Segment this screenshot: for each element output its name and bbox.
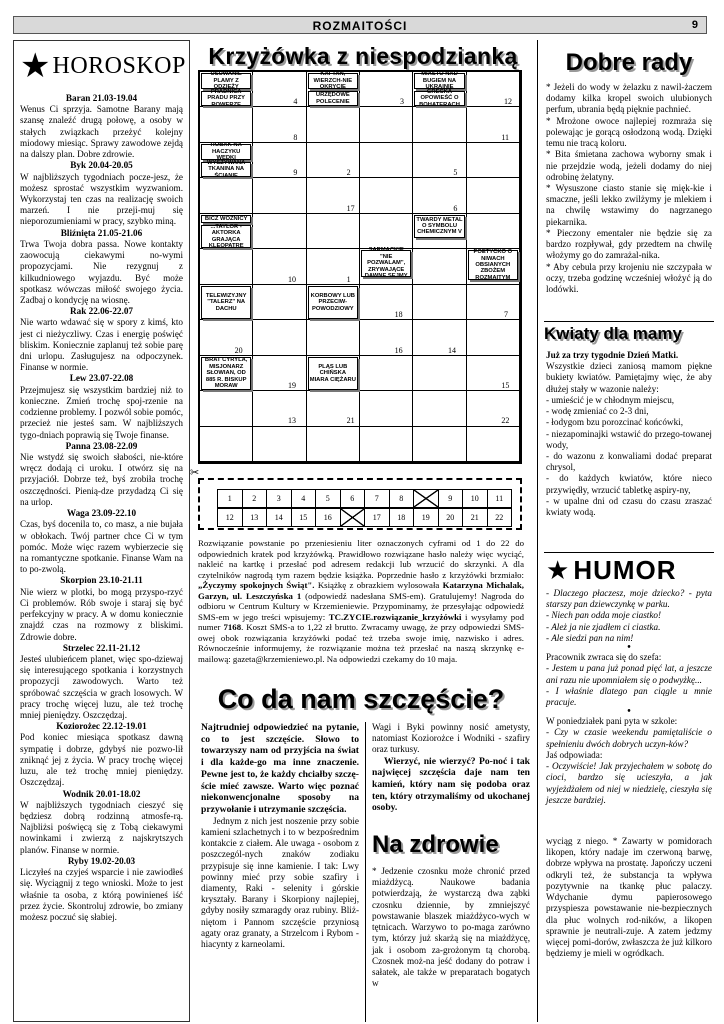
grid-cell[interactable]	[360, 391, 413, 426]
crossword-number: 7	[504, 310, 508, 320]
sign-heading: Wodnik 20.01-18.02	[62, 788, 141, 799]
grid-cell[interactable]	[413, 107, 466, 142]
humor-header	[546, 556, 712, 586]
grid-cell[interactable]	[253, 214, 306, 249]
answer-box[interactable]: 18	[389, 508, 415, 527]
sign-heading: Baran 21.03-19.04	[65, 93, 138, 103]
crossword-number: 15	[501, 381, 510, 390]
crossword-number: 12	[504, 97, 512, 107]
flowers-item: - umieścić je w chłodnym miejscu,	[546, 394, 675, 405]
grid-cell[interactable]	[360, 178, 413, 213]
tip-item: * Bita śmietana zachowa wyborny smak i nie przejdzie wodą, jeżeli dodamy do niej odrobinę żelatyny.	[546, 149, 712, 182]
answer-box[interactable]: 2	[242, 489, 268, 508]
sign-text: Jesteś ulubieńcem planet, więc spo-dziewaj się interesującego spotkania i korzystnych propozycji zawodowych. Warto też spróbować szczęścia w grach losowych. W pracy trochę więcej luzu, ale też trochę mniej pieniędzy. Oszczędzaj.	[20, 653, 183, 721]
answer-box[interactable]: 4	[291, 489, 317, 508]
grid-cell[interactable]	[307, 427, 360, 462]
answer-box[interactable]: 14	[266, 508, 292, 527]
grid-cell[interactable]	[360, 143, 413, 178]
article-title-happiness: Co da nam szczęście?	[217, 684, 505, 714]
answer-box[interactable]: 15	[291, 508, 317, 527]
crossword-number: 8	[293, 132, 298, 142]
grid-cell[interactable]	[307, 107, 360, 142]
tip-item: * Pieczony ementaler nie będzie się za bardzo rozpływał, gdy przedtem na chwilę włożymy go do zamrażal-nika.	[546, 227, 712, 261]
joke-line: - Niech pan odda moje ciastko!	[546, 610, 662, 621]
crossword-number: 16	[394, 345, 403, 355]
answer-row-1	[218, 489, 512, 508]
grid-cell[interactable]	[467, 143, 520, 178]
grid-cell[interactable]	[253, 356, 306, 391]
grid-cell[interactable]	[413, 320, 466, 355]
answer-box[interactable]: 12	[217, 508, 243, 527]
answer-row-2	[218, 508, 512, 527]
grid-cell[interactable]	[467, 214, 520, 249]
grid-cell[interactable]	[467, 427, 520, 462]
answer-box[interactable]: 11	[487, 489, 513, 508]
crossword-number: 13	[288, 416, 296, 426]
horoskop-header	[20, 41, 186, 93]
crossword-clue: KORBOWY LUB PRZECIW-POWODZIOWY	[308, 286, 358, 319]
sign-heading: Skorpion 23.10-21.11	[60, 575, 143, 586]
flowers-title: Kwiaty dla mamy	[544, 324, 682, 343]
joke-line: - Ale siedzi pan na nim!	[546, 632, 634, 643]
grid-cell[interactable]	[307, 320, 360, 355]
sign-text: Nie warto wdawać się w spory z kimś, kto jest ci nieżyczliwy. Czas i energię poświęć bliskim. Koniecznie zaplanuj też sobie parę dni urlopu. Zasługujesz na odpoczynek. Finanse w normie.	[20, 317, 183, 373]
humor-jokes	[546, 588, 712, 806]
answer-box[interactable]	[413, 489, 439, 508]
flowers-item: - łodygom bzu porozcinać końcówki,	[546, 417, 684, 428]
answer-box[interactable]	[340, 508, 366, 527]
grid-cell[interactable]	[413, 249, 466, 284]
grid-cell[interactable]	[413, 143, 466, 178]
grid-cell[interactable]	[200, 427, 253, 462]
crossword-number: 20	[234, 345, 243, 355]
answer-box[interactable]: 5	[315, 489, 341, 508]
section-title: ROZMAITOŚCI	[312, 19, 408, 33]
article-happiness-col2: Wagi i Byki powinny nosić ametysty, natomiast Koziorożce i Wodniki - szafiry oraz turkusy. Wierzyć, nie wierzyć? Po-noć i tak najwięcej szczęścia daje nam ten kamień, który nam się podoba oraz ten, który otrzymaliśmy od ukochanej osoby.	[372, 722, 530, 814]
sign-heading: Rak 22.06-22.07	[69, 306, 134, 317]
grid-cell[interactable]	[360, 320, 413, 355]
horoskop-signs	[20, 93, 183, 923]
crossword-clue: MIASTO NAD BUGIEM NA UKRAINIE	[414, 73, 464, 89]
crossword-number: 21	[346, 416, 355, 426]
grid-cell[interactable]	[467, 320, 520, 355]
grid-cell[interactable]	[413, 427, 466, 462]
answer-box[interactable]: 6	[340, 489, 366, 508]
sign-text: W najbliższych tygodniach cieszyć się będziesz dobrą rodzinną atmosfe-rą. Najbliżsi poświęcą się z Tobą ciekawymi nowinkami i zwierzą z najskrytszych planów. Finanse w normie.	[20, 799, 183, 855]
crossword-number: 17	[346, 203, 355, 213]
crossword-clue: TWARDY METAL O SYMBOLU CHEMICZNYM V	[414, 215, 464, 238]
crossword-clue: GRECKA OPOWIEŚĆ O BOHATERACH	[414, 91, 464, 107]
grid-cell[interactable]	[360, 72, 413, 107]
crossword-title: Krzyżówka z niespodzianką	[208, 43, 518, 69]
grid-cell[interactable]	[253, 107, 306, 142]
article-health-text: * Jedzenie czosnku może chronić przed miażdżycą. Naukowe badania potwierdzają, że wystarczą dwa ząbki czosnku dziennie, by zmniejszyć powstawanie blaszek miażdżyco-wych w tętnicach. Warzywo to po-maga zarówno tym, którzy już skarżą się na miażdżycę, jak i osobom za-grożonym tą chorobą. Czosnek moż-na jeść dodany do potraw i sałatek, ale także w preparatach bogatych w	[372, 866, 530, 989]
joke-line: W poniedziałek pani pyta w szkole:	[546, 716, 678, 727]
column-divider	[365, 722, 366, 1022]
crossword-clue: SARMACKIE "NIE POZWALAM", ZRYWAJĄCE DAWNE SEJMY	[361, 250, 411, 276]
page-number: 9	[691, 19, 698, 31]
answer-box[interactable]: 13	[242, 508, 268, 527]
joke-line: - Jestem u pana już ponad pięć lat, a jeszcze ani razu nie upomniałem się o podwyżkę...	[546, 663, 712, 685]
grid-cell[interactable]	[253, 391, 306, 426]
crossword-answer-strip	[198, 478, 522, 530]
sign-heading: Strzelec 22.11-21.12	[62, 642, 141, 653]
answer-box[interactable]: 8	[389, 489, 415, 508]
sign-text: Trwa Twoja dobra passa. Nowe kontakty zaowocują ciekawymi no-wymi propozycjami. Nie rezygnuj z kilkudniowego wyjazdu. Być może spotkasz wówczas miłość swojego życia. Zadbaj o kondycję na wiosnę.	[20, 238, 183, 305]
tip-item: * Wysuszone ciasto stanie się mięk-kie i smaczne, jeśli lekko zwilżymy je mlekiem i na chwilę wstawimy do nagrzanego piekarnika.	[546, 182, 712, 227]
answer-box[interactable]: 16	[315, 508, 341, 527]
scissors-icon: ✂	[190, 467, 200, 479]
sign-text: Nie wierz w plotki, bo mogą przyspo-rzyć Ci problemów. Rób swoje i staraj się być perfekcyjny w pracy. A w domu koniecznie znajdź czas na rozmowy z bliskimi. Zdrowie dobre.	[20, 586, 183, 642]
grid-cell[interactable]	[413, 391, 466, 426]
tip-item: * Aby cebula przy krojeniu nie szczypała w oczy, trzeba godzinę wcześniej włożyć ją do lodówki.	[546, 261, 712, 294]
crossword-number: 14	[448, 345, 456, 355]
grid-cell[interactable]	[253, 285, 306, 320]
grid-cell[interactable]	[253, 178, 306, 213]
sign-heading: Panna 23.08-22.09	[65, 440, 138, 451]
grid-cell[interactable]	[467, 178, 520, 213]
grid-cell[interactable]	[467, 285, 520, 320]
joke-line: - Ależ ja nie zjadłem ci ciastka.	[546, 621, 661, 632]
sign-heading: Byk 20.04-20.05	[70, 160, 133, 171]
crossword-number: 1	[346, 274, 351, 284]
crossword-clue: ROBAK NA HACZYKU WĘDKI	[201, 144, 251, 160]
crossword-number: 11	[501, 132, 510, 142]
sign-heading: Lew 23.07-22.08	[69, 373, 134, 384]
flowers-item: - wodę zmieniać co 2-3 dni,	[546, 406, 649, 417]
grid-cell[interactable]	[360, 285, 413, 320]
crossword-number: 6	[453, 203, 458, 213]
crossword-number: 22	[501, 416, 510, 426]
crossword-clue: TELEWIZYJNY "TALERZ" NA DACHU	[201, 286, 251, 319]
sign-text: Wenus Ci sprzyja. Samotne Barany mają szansę znaleźć drugą połowę, a osoby w stałych związkach przeżyć kolejny miodowy miesiąc. Sprawy zawodowe zejdą na dalszy plan. Dobre zdrowie.	[20, 104, 183, 160]
crossword-clue: WYSZYWANA TKANINA NA ŚCIANIE	[201, 162, 251, 178]
right-column-divider	[537, 40, 538, 1022]
grid-cell[interactable]	[413, 178, 466, 213]
joke-line: - Oczywiście! Jak przyjechałem w sobotę do cioci, bardzo się ucieszyła, a jak wyjeżdżałem od niej w niedzielę, cieszyła się jeszcze bardziej.	[546, 761, 712, 805]
sign-heading: Waga 23.09-22.10	[66, 508, 137, 519]
grid-cell[interactable]	[253, 320, 306, 355]
grid-cell[interactable]	[360, 214, 413, 249]
sign-heading: Bliźnięta 21.05-21.06	[60, 227, 143, 238]
joke-line: - Czy w czasie weekendu pamiętaliście o spełnieniu dwóch dobrych uczyn-ków?	[546, 727, 712, 749]
grid-cell[interactable]	[200, 320, 253, 355]
answer-box[interactable]: 19	[413, 508, 439, 527]
horoskop-column	[13, 40, 190, 1022]
joke-separator: •	[627, 706, 631, 718]
article-title-health: Na zdrowie	[372, 831, 499, 858]
star-icon: ★	[20, 48, 51, 85]
crossword-clue: PRADNICA PRADU PRZY ROWERZE	[201, 91, 251, 107]
flowers-item: - do wazonu z konwaliami dodać preparat chrysol,	[546, 450, 712, 473]
crossword-grid	[198, 70, 522, 464]
grid-cell[interactable]	[253, 72, 306, 107]
humor-title: HUMOR	[573, 555, 677, 586]
grid-cell[interactable]	[413, 356, 466, 391]
page-header	[13, 16, 707, 34]
answer-box[interactable]: 7	[364, 489, 390, 508]
sign-text: Przejmujesz się wszystkim bardziej niż to konieczne. Zmień trochę spoj-rzenie na codzienne problemy. I pozwól sobie pomóc, przecież nie jesteś sam. W najbliższych tygo-dniach poprawią się Twoje finanse.	[20, 384, 183, 440]
crossword-clue: BRAT CYRYLA, MISJONARZ SŁOWIAN, OD 885 R. BISKUP MORAW	[201, 357, 251, 390]
article-happiness-col1: Najtrudniej odpowiedzieć na pytanie, co to jest szczęście. Słowo to towarzyszy nam od przyjścia na świat i dla każde-go ma inne znaczenie. Pewne jest to, że każdy chciałby szczę-ście mieć zawsze. Warto więc poznać niekonwencjonalne sposoby na przywołanie i utrzymanie szczęścia. Jednym z nich jest noszenie przy sobie kamieni szlachetnych i to w bezpośrednim kontakcie z ciałem. Ale uwaga - osobom z poszczegól-nych znaków zodiaku przypisuje się inne kamienie. I tak: Lwy powinny mieć przy sobie szafiry i diamenty, Raki - selenity i górskie kryształy. Barany i Skorpiony najlepiej, gdyby nosiły szmaragdy oraz rubiny. Bliż-niętom i Pannom szczęście przyniosą agaty oraz granaty, a Strzelcom i Rybom - hiacynty z karneolami.	[201, 722, 359, 950]
grid-cell[interactable]	[253, 427, 306, 462]
joke-separator: •	[627, 642, 631, 654]
crossword-clue: USUWANIE PLAMY Z ODZIEŻY	[201, 73, 251, 89]
crossword-clue: ...TAYLOR - AKTORKA GRAJĄCA KLEOPATRĘ	[201, 225, 251, 248]
crossword-number: 5	[453, 168, 458, 178]
joke-line: - Dlaczego płaczesz, moje dziecko? - pyta starszy pan dziewczynkę w parku.	[546, 588, 712, 610]
answer-box[interactable]: 9	[438, 489, 464, 508]
answer-box[interactable]: 20	[438, 508, 464, 527]
health-continuation: wyciąg z niego. * Zawarty w pomidorach likopen, który nadaje im czerwoną barwę, dobrze wpływa na prostatę. Japończy uczeni odkryli też, że substancja ta wpływa pozytywnie na tkankę płuc palaczy. Wdychanie dymu papierosowego przyspiesza powstawanie nie-bezpiecznych dla płuc wolnych rod-ników, a likopen sprawnie je neutrali-zuje. A zatem jedzmy więcej pomi-dorów, zwłaszcza że już kilkoro będziemy je mieli w ogródkach.	[546, 836, 712, 959]
grid-cell[interactable]	[307, 249, 360, 284]
tip-item: * Jeżeli do wody w żelazku z nawil-żaczem dodamy kilka kropel swoich ulubionych perfum, ubrania będą pięknie pachnieć.	[546, 82, 712, 115]
tips-title: Dobre rady	[565, 49, 693, 76]
grid-cell[interactable]	[360, 356, 413, 391]
grid-cell[interactable]	[307, 214, 360, 249]
answer-box[interactable]: 17	[364, 508, 390, 527]
crossword-clue: KAFTAN, WIERZCH-NIE OKRYCIE	[308, 73, 358, 89]
sign-text: Nie wstydź się swoich słabości, nie-które wręcz dodają ci uroku. I otwórz się na przyjaciół. Dobrze też, byś zrobiła trochę oszczędności. Pienią-dze przydadzą Ci się na urlop.	[20, 452, 183, 507]
grid-cell[interactable]	[413, 285, 466, 320]
sign-heading: Ryby 19.02-20.03	[67, 855, 136, 866]
answer-box[interactable]: 10	[462, 489, 488, 508]
crossword-number: 9	[293, 168, 298, 178]
grid-cell[interactable]	[467, 356, 520, 391]
crossword-number: 2	[346, 168, 351, 178]
divider	[544, 321, 714, 322]
grid-cell[interactable]	[200, 178, 253, 213]
grid-cell[interactable]	[200, 391, 253, 426]
grid-cell[interactable]	[360, 107, 413, 142]
crossword-number: 3	[400, 97, 404, 107]
sign-text: W najbliższych tygodniach pocze-jesz, że możesz sprostać wszystkim wyzwaniom. Wykorzystaj ten czas na realizację swoich marzeń. I nie przeji-muj się nieporozumieniami w pracy, szybko miną.	[20, 171, 183, 227]
crossword-number: 19	[288, 381, 296, 390]
flowers-article: Już za trzy tygodnie Dzień Matki. Wszystkie dzieci zaniosą mamom piękne bukiety kwiatów. Pamiętajmy więc, że aby dłużej stały w wazonie należy: - umieścić je w chłodnym miejscu, - wodę zmieniać co 2-3 dni, - łodygom bzu porozcinać końcówki, - niezapominajki wstawić do przego-towanej wody, - do wazonu z konwaliami dodać preparat chrysol, - do każdych kwiatów, które nieco przywiędły, wrzucić tabletkę aspiry-ny, - w upalne dni od czasu do czasu zraszać kwiaty wodą.	[546, 350, 712, 518]
grid-cell[interactable]	[253, 249, 306, 284]
joke-line: Pracownik zwraca się do szefa:	[546, 652, 662, 663]
crossword-instructions: Rozwiązanie powstanie po przeniesieniu liter oznaczonych cyframi od 1 do 22 do odpowiednich kratek pod krzyżówką. Prawidłowo rozwiązane hasło należy więc wyciąć, nakleić na kartkę i przesłać pod adresem redakcji lub wrzucić do skrzynki. A dla czytelników nagrodą tym razem będzie książka. Poprzednie hasło z krzyżówki brzmiało: „Życzymy spokojnych Świąt". Książkę z obrazkiem wylosowała Katarzyna Michalak, Garzyn, ul. Leszczyńska 1 (odpowiedź nadesłana SMS-em). Gratulujemy! Nagroda do odbioru w Centrum Kultury w Krzemieniewie. Przypominamy, że przesyłając odpowiedź SMS-em w jego treści wpisujemy: TC.ZYCIE.rozwiązanie_krzyżówki i wysyłamy pod numer 7168. Koszt SMS-a to 1,22 zł brutto. Zwracamy uwagę, że przy odpowiedzi SMS-owej obok rozwiązania krzyżówki podać też trzeba swoje imię, nazwisko i adres. Równocześnie informujemy, że rozwiązanie można też przesłać na naszą skrzynkę e-mailową: gazeta@krzemieniewo.pl. Na odpowiedzi czekamy do 10 maja.	[198, 538, 524, 665]
horoskop-title: HOROSKOP	[52, 53, 186, 80]
divider	[544, 552, 714, 553]
joke-line: Jaś odpowiada:	[546, 749, 603, 760]
grid-cell[interactable]	[360, 427, 413, 462]
sign-text: Liczyłeś na czyjeś wsparcie i nie zawiodłeś się. Wyciągnij z tego wnioski. Może to jest właśnie ta osoba, z którą powinieneś iść przez życie. Skontroluj zdrowie, bo zmiany możesz poczuć się słabiej.	[20, 867, 183, 922]
crossword-clue: BICZ WOŹNICY	[201, 215, 251, 224]
crossword-number: 4	[293, 97, 298, 107]
star-icon: ★	[546, 556, 570, 586]
flowers-item: - do każdych kwiatów, które nieco przywiędły, wrzucić tabletkę aspiry-ny,	[546, 473, 712, 495]
tip-item: * Mrożone owoce najlepiej rozmraża się polewając je gorącą osłodzoną wodą. Dzięki temu nie tracą koloru.	[546, 115, 712, 149]
grid-cell[interactable]	[253, 143, 306, 178]
sign-text: Czas, byś docenila to, co masz, a nie bujała w obłokach. Twój partner chce Ci w tym pomóc. Może więc razem wybierzecie się na romantyczne spotkanie. Finanse Wam na to po-zwolą.	[20, 519, 183, 575]
crossword-number: 10	[288, 274, 296, 284]
sign-heading: Koziorożec 22.12-19.01	[56, 721, 147, 732]
grid-cell[interactable]	[200, 107, 253, 142]
sign-text: Pod koniec miesiąca spotkasz dawną sympatię i dobrze, gdybyś nie pozwo-lił zniknąć jej z życia. W pracy trochę więcej luzu, ale też trochę mniej pieniędzy. Oszczędzaj.	[20, 732, 183, 788]
crossword-clue: POETYCKO O NIWACH OBSIANYCH ZBOŻEM ROZMAITYM	[468, 250, 518, 280]
grid-cell[interactable]	[200, 249, 253, 284]
joke-line: - I właśnie dlatego pan ciągle u mnie pracuje.	[546, 685, 712, 707]
grid-cell[interactable]	[467, 107, 520, 142]
answer-box[interactable]: 1	[217, 489, 243, 508]
crossword-clue: PLĄS LUB CHIŃSKA MIARA CIĘŻARU	[308, 357, 358, 390]
grid-cell[interactable]	[467, 391, 520, 426]
answer-box[interactable]: 21	[462, 508, 488, 527]
crossword-clue: URZĘDOWE POLECENIE	[308, 91, 358, 107]
flowers-item: - niezapominajki wstawić do przego-towanej wody,	[546, 428, 712, 450]
flowers-item: - w upalne dni od czasu do czasu zraszać kwiaty wodą.	[546, 495, 712, 518]
answer-box[interactable]: 22	[487, 508, 513, 527]
crossword-number: 18	[394, 310, 403, 320]
tips-list	[546, 82, 712, 295]
answer-box[interactable]: 3	[266, 489, 292, 508]
grid-cell[interactable]	[307, 143, 360, 178]
